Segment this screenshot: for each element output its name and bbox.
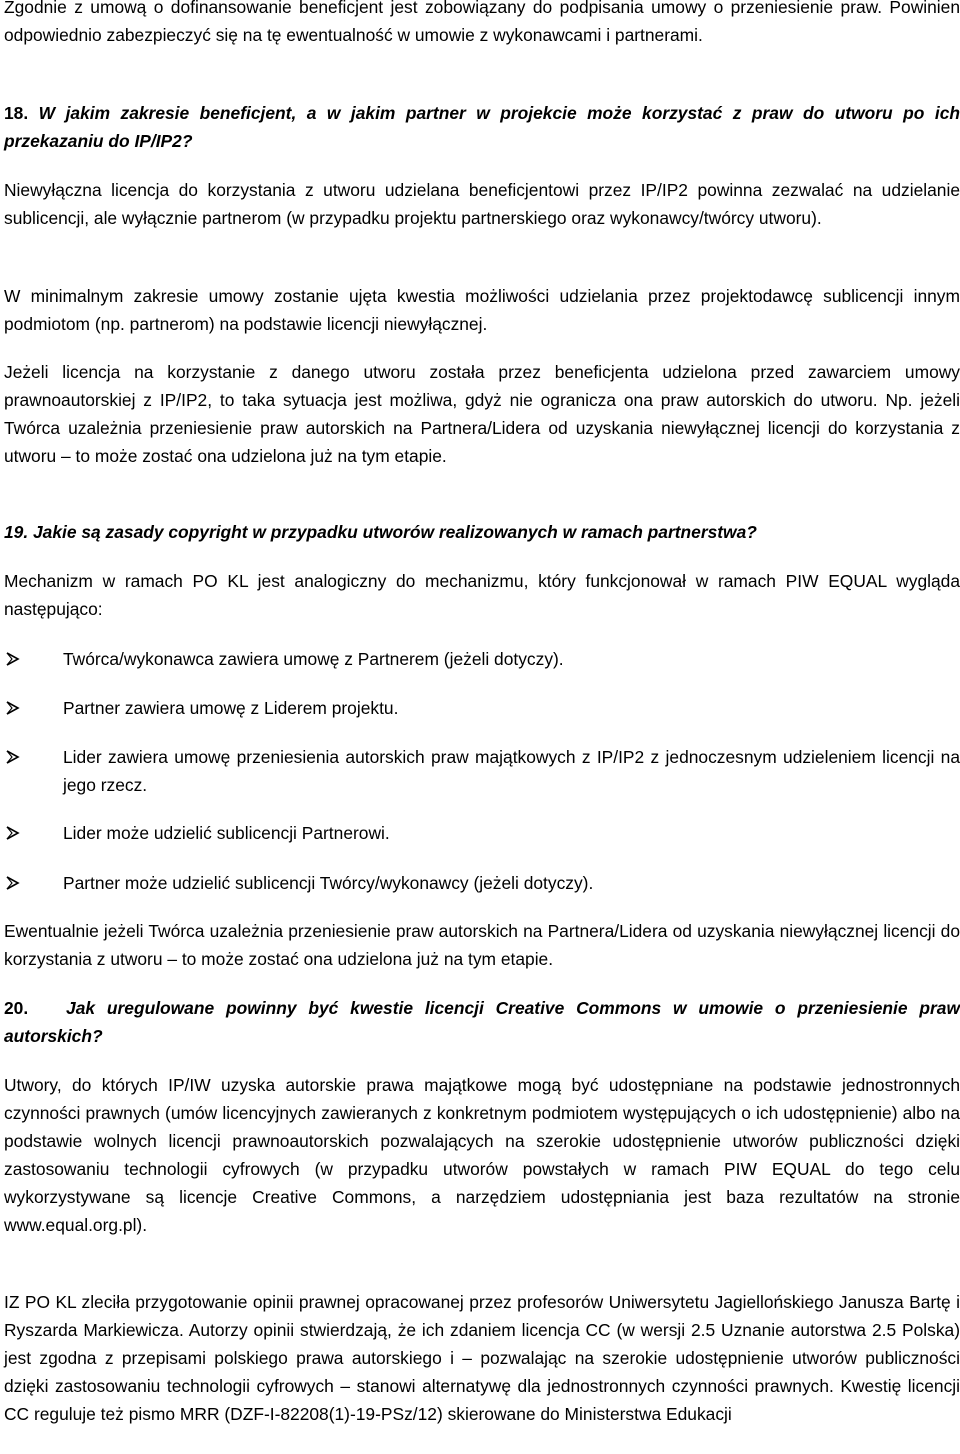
list-item <box>4 869 960 897</box>
paragraph-works-sharing: Utwory, do których IP/IW uzyska autorskie prawa majątkowe mogą być udostępniane na podstawie jednostronnych czynności prawnych (umów licencyjnych zawieranych z konkretnym podmiotem występujących o ich udostępnienie) albo na podstawie wolnych licencji prawnoautorskich pozwalających na szerokie udostępnienie utworów publiczności dzięki zastosowaniu technologii cyfrowych (w przypadku utworów powstałych w ramach PIW EQUAL do tego celu wykorzystywane są licencje Creative Commons, a narzędziem udostępniania jest baza rezultatów na stronie www.equal.org.pl). <box>4 1075 960 1235</box>
paragraph-license-before-contract: Jeżeli licencja na korzystanie z danego utworu została przez beneficjenta udzielona przed zawarciem umowy prawnoautorskiej z IP/IP2, to taka sytuacja jest możliwa, gdyż nie ogranicza ona praw autorskich do utworu. Np. jeżeli Twórca uzależnia przeniesienie praw autorskich na Partnera/Lidera od uzyskania niewyłącznej licencji do korzystania z utworu – to może zostać ona udzielona już na tym etapie. <box>4 362 960 466</box>
paragraph-alternatively: Ewentualnie jeżeli Twórca uzależnia przeniesienie praw autorskich na Partnera/Lidera od uzyskania niewyłącznej licencji do korzystania z utworu – to może zostać ona udzielona już na tym etapie. <box>4 921 960 969</box>
list-item-text: Twórca/wykonawca zawiera umowę z Partnerem (jeżeli dotyczy). <box>63 649 564 669</box>
question-19-heading: 19. Jakie są zasady copyright w przypadku utworów realizowanych w ramach partnerstwa? <box>4 522 757 542</box>
list-item <box>4 694 960 722</box>
list-item-text: Lider zawiera umowę przeniesienia autorskich praw majątkowych z IP/IP2 z jednoczesnym udzieleniem licencji na jego rzecz. <box>63 747 960 795</box>
question-20-heading <box>4 994 960 1050</box>
paragraph-contract-obligation: Zgodnie z umową o dofinansowanie beneficjent jest zobowiązany do podpisania umowy o przeniesienie praw. Powinien odpowiednio zabezpieczyć się na tę ewentualność w umowie z wykonawcami i partnerami. <box>4 0 960 45</box>
list-item-text: Partner może udzielić sublicencji Twórcy/wykonawcy (jeżeli dotyczy). <box>63 873 594 893</box>
question-20-text: Jak uregulowane powinny być kwestie licencji Creative Commons w umowie o przeniesienie praw autorskich? <box>4 998 960 1046</box>
list-item-text: Partner zawiera umowę z Liderem projektu. <box>63 698 399 718</box>
list-item <box>4 743 960 799</box>
question-18-text: W jakim zakresie beneficjent, a w jakim partner w projekcie może korzystać z praw do utworu po ich przekazaniu do IP/IP2? <box>4 103 960 151</box>
list-item <box>4 645 960 673</box>
list-item <box>4 819 960 847</box>
paragraph-mechanism-intro: Mechanizm w ramach PO KL jest analogiczny do mechanizmu, który funkcjonował w ramach PIW EQUAL wygląda następująco: <box>4 571 960 619</box>
paragraph-legal-opinion: IZ PO KL zleciła przygotowanie opinii prawnej opracowanej przez profesorów Uniwersytetu Jagiellońskiego Janusza Bartę i Ryszarda Markiewicza. Autorzy opinii stwierdzają, że ich zdaniem licencja CC (w wersji 2.5 Uznanie autorstwa 2.5 Polska) jest zgodna z przepisami polskiego prawa autorskiego i – pozwalając na szerokie udostępnienie utworów publiczności dzięki zastosowaniu technologii cyfrowych – stanowi alternatywę dla jednostronnych czynności prawnych. Kwestię licencji CC reguluje też pismo MRR (DZF-I-82208(1)-19-PSz/12) skierowane do Ministerstwa Edukacji <box>4 1292 960 1424</box>
question-18-heading <box>4 99 960 155</box>
question-18-number: 18. <box>4 103 29 123</box>
list-item-text: Lider może udzielić sublicencji Partnerowi. <box>63 823 390 843</box>
question-20-number: 20. <box>4 998 29 1018</box>
paragraph-non-exclusive-license: Niewyłączna licencja do korzystania z utworu udzielana beneficjentowi przez IP/IP2 powinna zezwalać na udzielanie sublicencji, ale wyłącznie partnerom (w przypadku projektu partnerskiego oraz wykonawcy/twórcy utworu). <box>4 180 960 228</box>
paragraph-minimum-scope: W minimalnym zakresie umowy zostanie ujęta kwestia możliwości udzielania przez projektodawcę sublicencji innym podmiotom (np. partnerom) na podstawie licencji niewyłącznej. <box>4 286 960 334</box>
